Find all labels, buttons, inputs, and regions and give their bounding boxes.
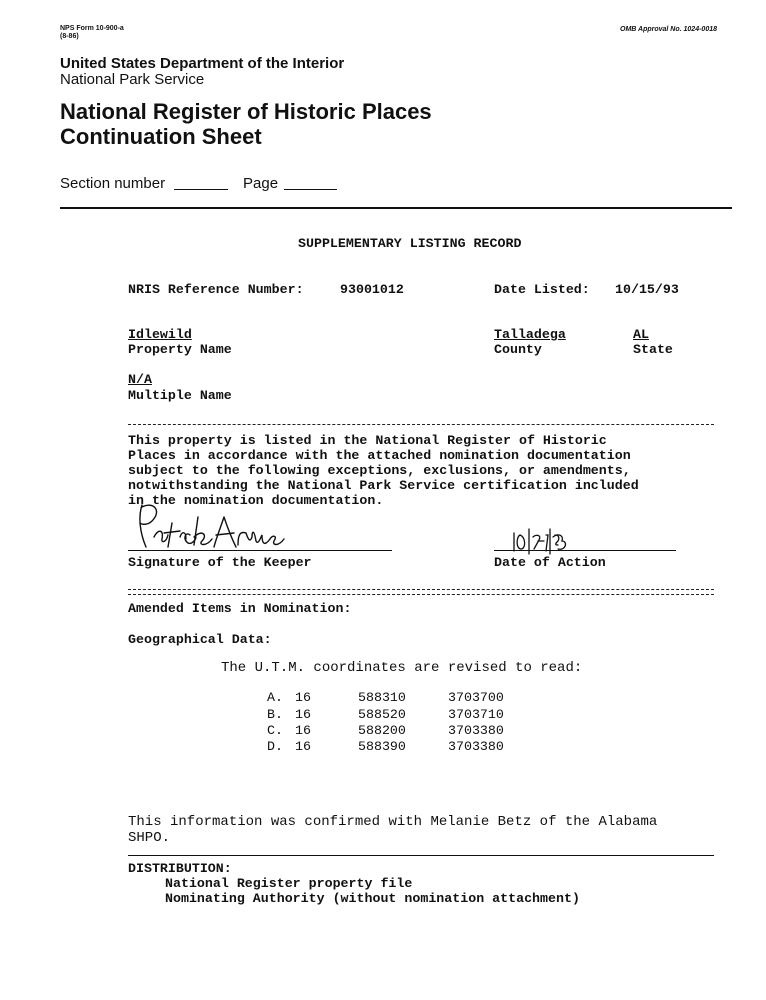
utm-easting: 588310: [358, 690, 406, 705]
dashed-separator: [128, 424, 714, 425]
utm-zone: 16: [295, 707, 311, 722]
utm-easting: 588200: [358, 723, 406, 738]
signature-line: [128, 550, 392, 551]
utm-northing: 3703380: [448, 739, 504, 754]
omb-approval: OMB Approval No. 1024-0018: [620, 26, 717, 33]
page-line: [284, 189, 337, 190]
header-rule: [60, 207, 732, 209]
multiple-name: N/A: [128, 372, 152, 387]
section-number-label: Section number: [60, 175, 166, 192]
geographical-data-heading: Geographical Data:: [128, 632, 272, 647]
utm-northing: 3703710: [448, 707, 504, 722]
utm-zone: 16: [295, 723, 311, 738]
action-date-line: [494, 550, 676, 551]
double-dashed-separator: [128, 589, 714, 595]
utm-easting: 588520: [358, 707, 406, 722]
page-title: National Register of Historic Places: [60, 99, 432, 124]
confirmation-line: This information was confirmed with Melanie Betz of the Alabama: [128, 814, 658, 830]
utm-point: B.: [267, 707, 283, 722]
distribution-item: Nominating Authority (without nomination attachment): [165, 891, 580, 906]
statement-line: in the nomination documentation.: [128, 493, 384, 508]
statement-line: This property is listed in the National Register of Historic: [128, 433, 607, 448]
utm-zone: 16: [295, 690, 311, 705]
state-label: State: [633, 342, 673, 357]
date-listed-label: Date Listed:: [494, 282, 590, 297]
statement-line: notwithstanding the National Park Service certification included: [128, 478, 639, 493]
property-name: Idlewild: [128, 327, 192, 342]
state: AL: [633, 327, 649, 342]
record-heading: SUPPLEMENTARY LISTING RECORD: [298, 236, 522, 251]
nris-value: 93001012: [340, 282, 404, 297]
property-name-label: Property Name: [128, 342, 232, 357]
amended-items-heading: Amended Items in Nomination:: [128, 601, 352, 616]
utm-point: A.: [267, 690, 283, 705]
utm-northing: 3703380: [448, 723, 504, 738]
distribution-rule: [128, 855, 714, 856]
utm-intro: The U.T.M. coordinates are revised to read:: [221, 660, 583, 676]
form-date: (8-86): [60, 33, 79, 40]
signature-label: Signature of the Keeper: [128, 555, 312, 570]
action-date-label: Date of Action: [494, 555, 606, 570]
statement-line: Places in accordance with the attached nomination documentation: [128, 448, 631, 463]
utm-northing: 3703700: [448, 690, 504, 705]
nris-label: NRIS Reference Number:: [128, 282, 304, 297]
section-number-line: [174, 189, 228, 190]
keeper-signature: [128, 495, 308, 555]
statement-line: subject to the following exceptions, exclusions, or amendments,: [128, 463, 631, 478]
multiple-name-label: Multiple Name: [128, 388, 232, 403]
utm-zone: 16: [295, 739, 311, 754]
confirmation-line: SHPO.: [128, 830, 171, 846]
county-label: County: [494, 342, 542, 357]
utm-point: D.: [267, 739, 283, 754]
form-number: NPS Form 10-900-a: [60, 25, 124, 32]
distribution-heading: DISTRIBUTION:: [128, 861, 232, 876]
page-label: Page: [243, 175, 279, 192]
utm-easting: 588390: [358, 739, 406, 754]
page-subtitle: Continuation Sheet: [60, 124, 262, 149]
date-listed-value: 10/15/93: [615, 282, 679, 297]
distribution-item: National Register property file: [165, 876, 413, 891]
county: Talladega: [494, 327, 566, 342]
agency: National Park Service: [60, 71, 205, 88]
utm-point: C.: [267, 723, 283, 738]
department: United States Department of the Interior: [60, 55, 345, 72]
